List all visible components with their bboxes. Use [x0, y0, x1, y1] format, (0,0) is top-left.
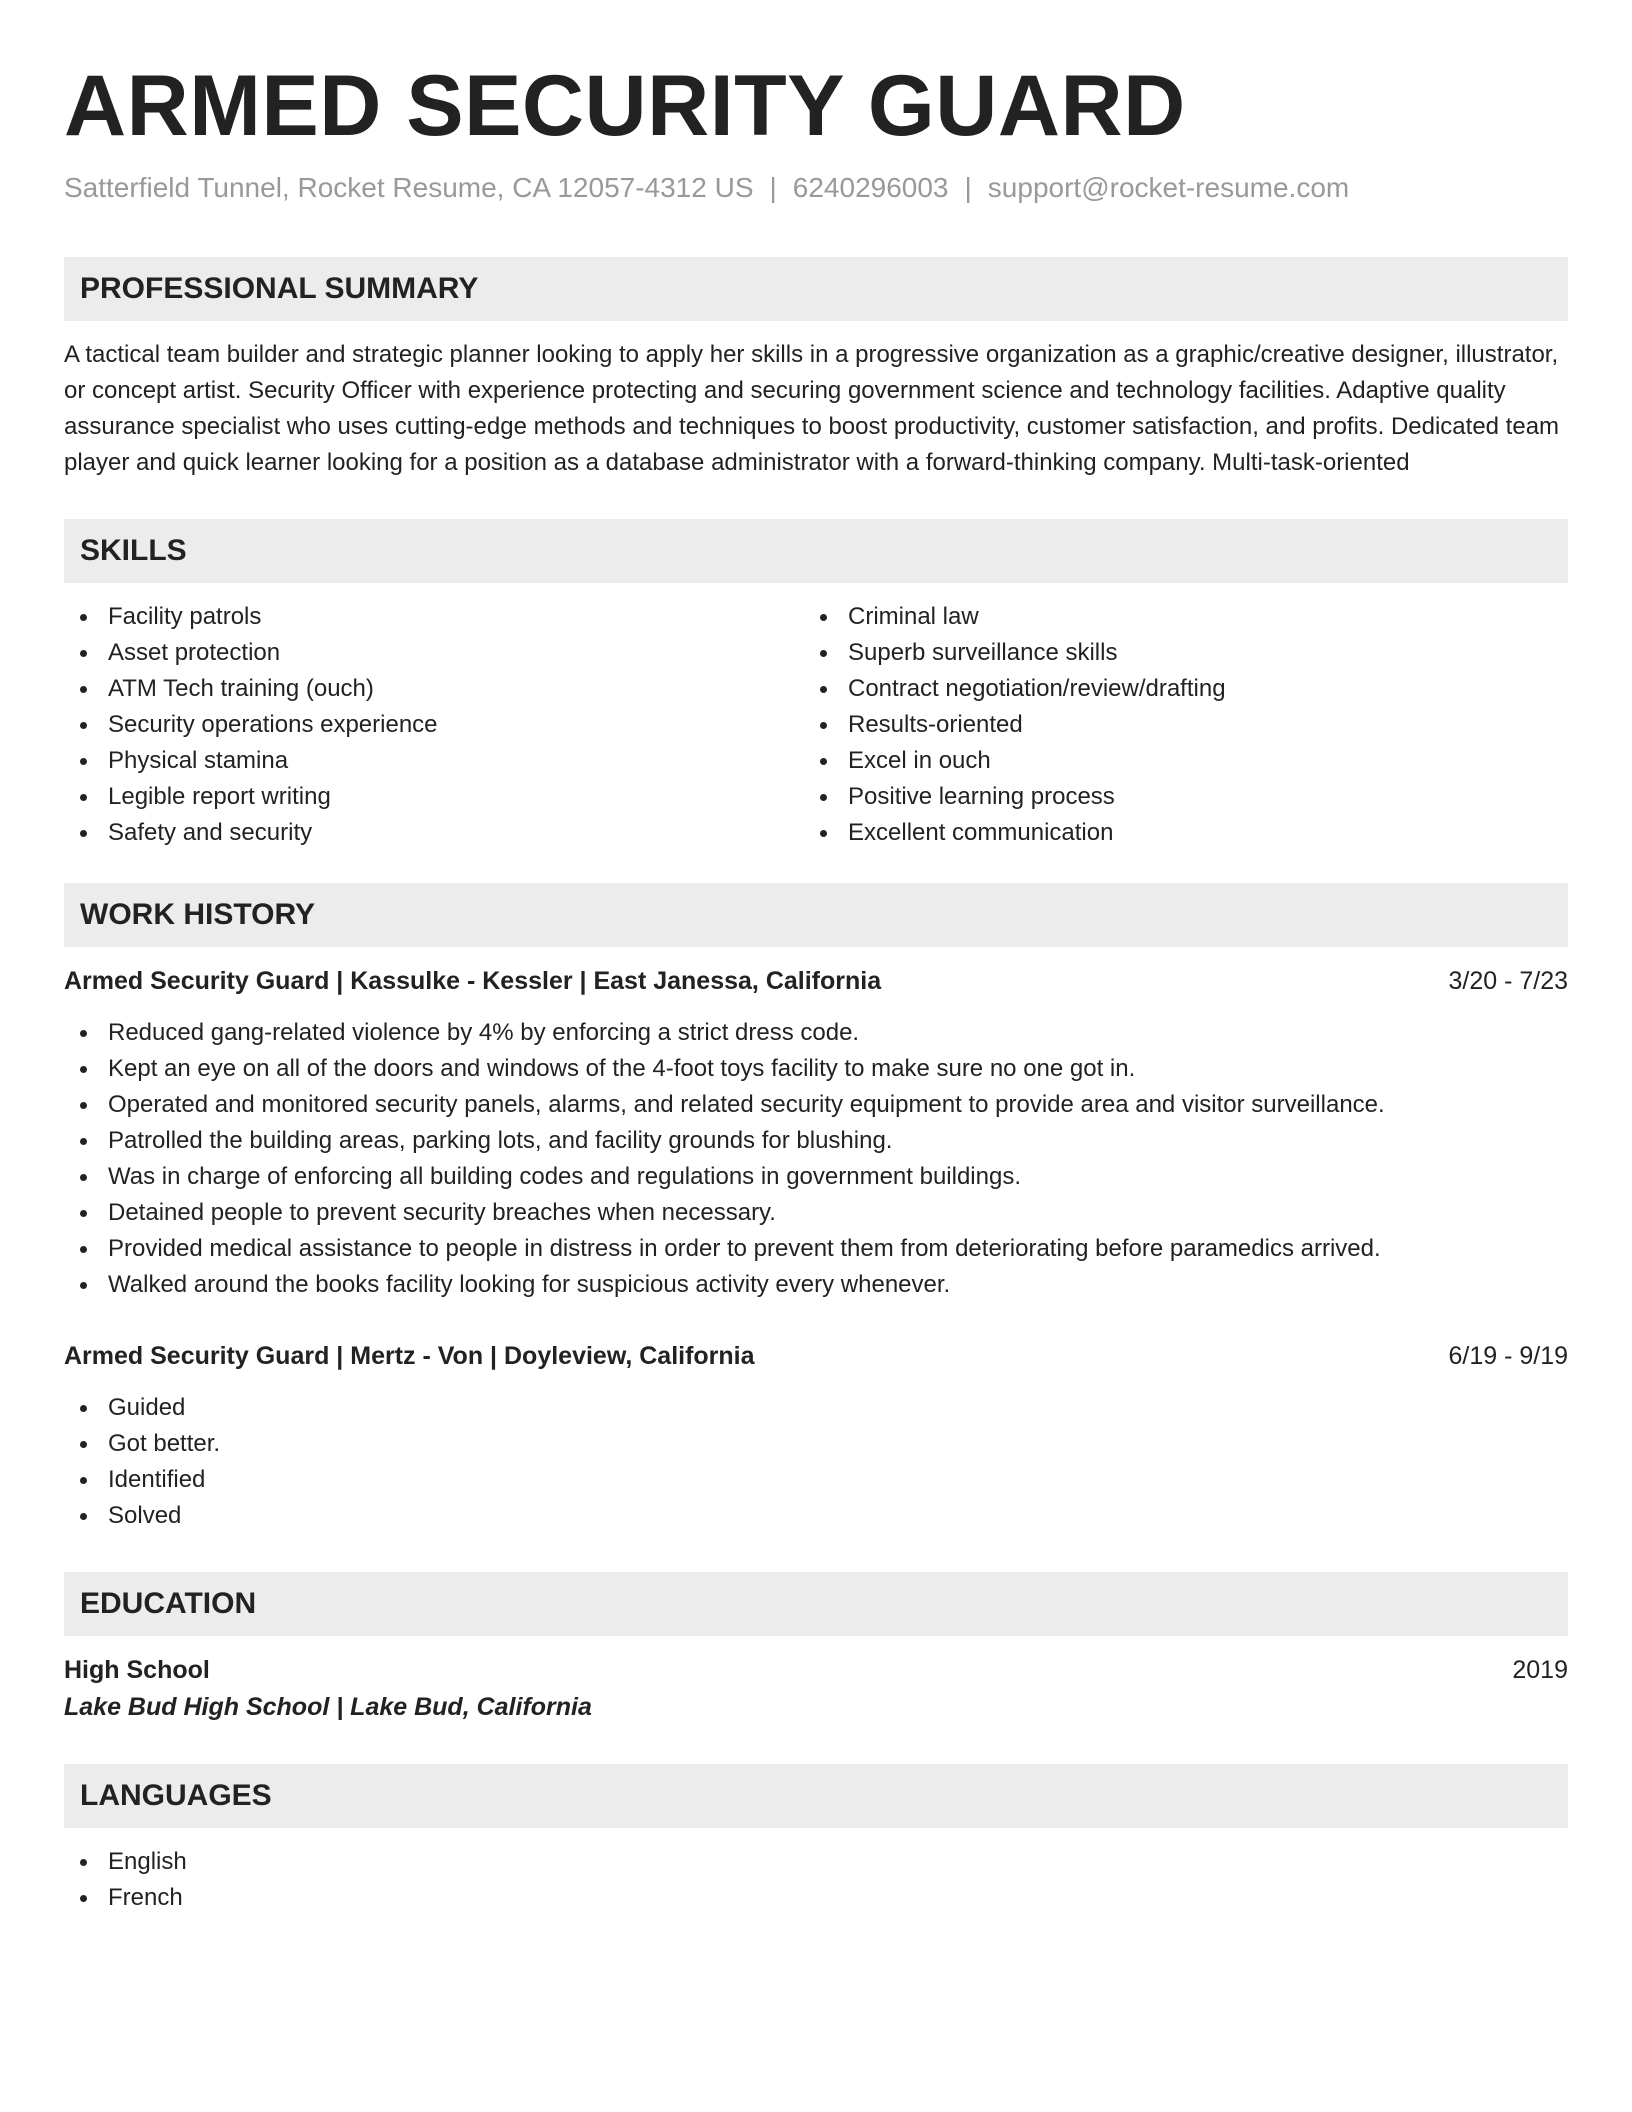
skill-item: Results-oriented	[804, 707, 1544, 743]
job-bullet: Solved	[64, 1498, 1568, 1534]
job-bullet: Operated and monitored security panels, alarms, and related security equipment to provide area and visitor surveillance.	[64, 1087, 1568, 1123]
skill-item: Security operations experience	[64, 707, 804, 743]
skill-item: Safety and security	[64, 815, 804, 851]
contact-email: support@rocket-resume.com	[987, 172, 1350, 203]
job-bullets	[64, 1015, 1568, 1303]
contact-separator: |	[964, 172, 972, 203]
job-dates: 6/19 - 9/19	[1448, 1342, 1568, 1370]
job-entry	[64, 1338, 1568, 1534]
job-bullets	[64, 1390, 1568, 1534]
skill-item: Asset protection	[64, 635, 804, 671]
job-title: Armed Security Guard | Kassulke - Kessler | East Janessa, California	[64, 967, 882, 995]
skill-item: Superb surveillance skills	[804, 635, 1544, 671]
contact-line	[64, 170, 1568, 206]
job-bullet: Patrolled the building areas, parking lots, and facility grounds for blushing.	[64, 1123, 1568, 1159]
job-bullet: Detained people to prevent security breaches when necessary.	[64, 1195, 1568, 1231]
job-bullet: Identified	[64, 1462, 1568, 1498]
skills-section	[64, 519, 1568, 851]
job-bullet: Kept an eye on all of the doors and windows of the 4-foot toys facility to make sure no one got in.	[64, 1051, 1568, 1087]
skill-item: Criminal law	[804, 599, 1544, 635]
skills-column-left	[64, 599, 804, 851]
work-section	[64, 883, 1568, 1534]
education-header	[64, 1652, 1568, 1688]
job-bullet: Walked around the books facility looking for suspicious activity every whenever.	[64, 1267, 1568, 1303]
education-heading: EDUCATION	[64, 1572, 1568, 1636]
summary-section	[64, 257, 1568, 481]
education-school: Lake Bud High School | Lake Bud, California	[64, 1693, 592, 1721]
candidate-name: ARMED SECURITY GUARD	[64, 58, 1186, 154]
skill-item: ATM Tech training (ouch)	[64, 671, 804, 707]
contact-phone: 6240296003	[792, 172, 949, 203]
education-section	[64, 1572, 1568, 1726]
skill-item: Excellent communication	[804, 815, 1544, 851]
skill-item: Legible report writing	[64, 779, 804, 815]
contact-separator: |	[769, 172, 777, 203]
job-header	[64, 963, 1568, 999]
job-bullet: Provided medical assistance to people in distress in order to prevent them from deteriorating before paramedics arrived.	[64, 1231, 1568, 1267]
job-bullet: Was in charge of enforcing all building codes and regulations in government buildings.	[64, 1159, 1568, 1195]
skills-heading: SKILLS	[64, 519, 1568, 583]
language-item: English	[64, 1844, 1568, 1880]
language-item: French	[64, 1880, 1568, 1916]
job-entry	[64, 963, 1568, 1303]
summary-heading: PROFESSIONAL SUMMARY	[64, 257, 1568, 321]
education-degree: High School	[64, 1656, 210, 1684]
job-dates: 3/20 - 7/23	[1448, 967, 1568, 995]
job-bullet: Guided	[64, 1390, 1568, 1426]
summary-text: A tactical team builder and strategic planner looking to apply her skills in a progressive organization as a graphic/creative designer, illustrator, or concept artist. Security Officer with experience protecting and securing government science and technology facilities. Adaptive quality assurance specialist who uses cutting-edge methods and techniques to boost productivity, customer satisfaction, and profits. Dedicated team player and quick learner looking for a position as a database administrator with a forward-thinking company. Multi-task-oriented	[64, 341, 1560, 476]
education-year: 2019	[1512, 1656, 1568, 1684]
job-header	[64, 1338, 1568, 1374]
work-heading: WORK HISTORY	[64, 883, 1568, 947]
job-bullet: Reduced gang-related violence by 4% by enforcing a strict dress code.	[64, 1015, 1568, 1051]
languages-heading: LANGUAGES	[64, 1764, 1568, 1828]
skill-item: Facility patrols	[64, 599, 804, 635]
contact-address: Satterfield Tunnel, Rocket Resume, CA 12057-4312 US	[64, 172, 754, 203]
skill-item: Excel in ouch	[804, 743, 1544, 779]
skills-grid	[64, 599, 1568, 851]
skills-column-right	[804, 599, 1544, 851]
job-bullet: Got better.	[64, 1426, 1568, 1462]
skill-item: Physical stamina	[64, 743, 804, 779]
skill-item: Contract negotiation/review/drafting	[804, 671, 1544, 707]
languages-list	[64, 1844, 1568, 1916]
skill-item: Positive learning process	[804, 779, 1544, 815]
job-title: Armed Security Guard | Mertz - Von | Doyleview, California	[64, 1342, 755, 1370]
languages-section	[64, 1764, 1568, 1916]
